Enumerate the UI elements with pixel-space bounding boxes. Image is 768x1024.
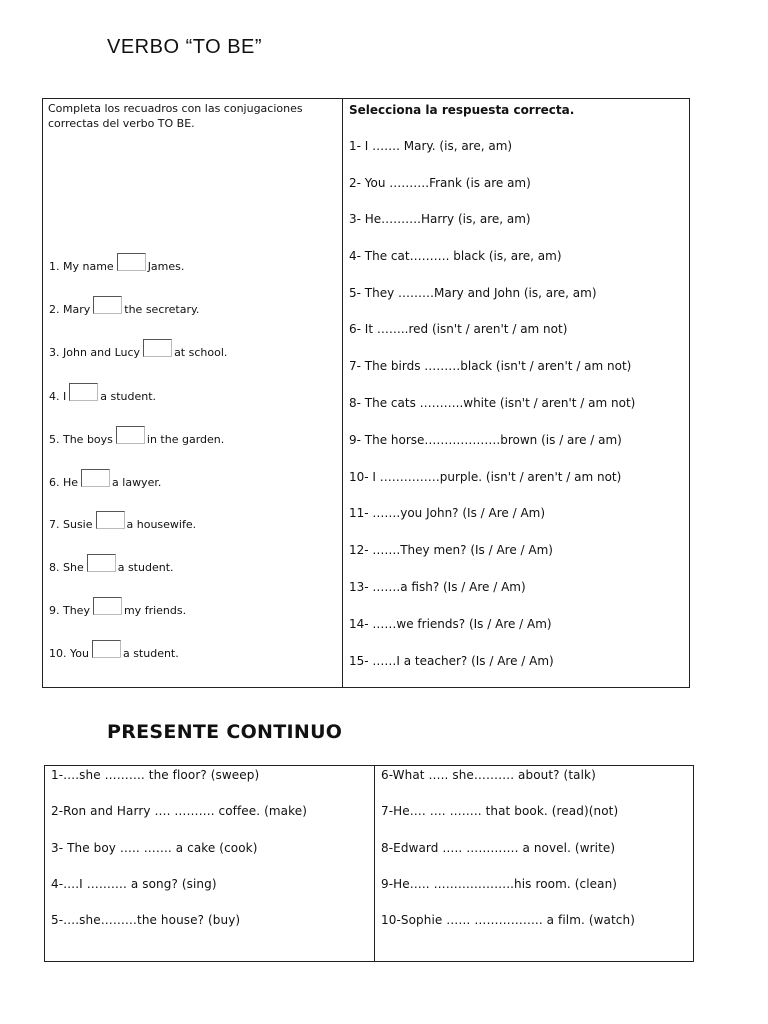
question-9: 9- The horse……………….brown (is / are / am) [349,433,622,447]
answer-box-10[interactable] [92,640,121,658]
question-7: 7- The birds ………black (isn't / aren't / am not) [349,359,632,373]
question-6: 6- It ……..red (isn't / aren't / am not) [349,322,568,336]
fill-item-10: 10. You a student. [49,643,179,661]
answer-box-2[interactable] [93,296,122,314]
multiple-choice-heading: Selecciona la respuesta correcta. [349,103,575,117]
question-3: 3- He……….Harry (is, are, am) [349,212,531,226]
fill-item-9: 9. They my friends. [49,600,186,618]
answer-box-6[interactable] [81,469,110,487]
continuo-left-column [45,766,375,961]
fill-item-3: 3. John and Lucy at school. [49,342,227,360]
continuo-item-2: 2-Ron and Harry …. ………. coffee. (make) [51,804,308,818]
continuo-item-10: 10-Sophie …… …………….. a film. (watch) [381,913,635,927]
question-1: 1- I ……. Mary. (is, are, am) [349,139,513,153]
to-be-exercise-table [42,98,690,688]
instruction-text: Completa los recuadros con las conjugaciones correctas del verbo TO BE. [48,102,303,130]
fill-item-6: 6. He a lawyer. [49,472,161,490]
answer-box-1[interactable] [117,253,146,271]
fill-item-8: 8. She a student. [49,557,174,575]
question-5: 5- They ………Mary and John (is, are, am) [349,286,597,300]
continuo-item-7: 7-He…. …. …….. that book. (read)(not) [381,804,619,818]
continuo-item-4: 4-….I ………. a song? (sing) [51,877,217,891]
question-13: 13- …….a fish? (Is / Are / Am) [349,580,526,594]
fill-item-4: 4. I a student. [49,386,156,404]
continuo-item-1: 1-….she ………. the floor? (sweep) [51,768,260,782]
continuo-item-9: 9-He….. ………………..his room. (clean) [381,877,618,891]
answer-box-5[interactable] [116,426,145,444]
question-2: 2- You ……….Frank (is are am) [349,176,531,190]
answer-box-9[interactable] [93,597,122,615]
multiple-choice-column [343,99,689,687]
section-title-presente-continuo: PRESENTE CONTINUO [107,721,343,743]
continuo-item-6: 6-What ….. she………. about? (talk) [381,768,596,782]
presente-continuo-table [44,765,694,962]
fill-item-5: 5. The boys in the garden. [49,429,224,447]
question-15: 15- ……I a teacher? (Is / Are / Am) [349,654,554,668]
fill-item-7: 7. Susie a housewife. [49,514,196,532]
continuo-item-8: 8-Edward ….. …………. a novel. (write) [381,841,616,855]
question-4: 4- The cat………. black (is, are, am) [349,249,562,263]
continuo-item-3: 3- The boy ….. ……. a cake (cook) [51,841,258,855]
page-title-to-be: VERBO “TO BE” [107,36,263,58]
question-12: 12- …….They men? (Is / Are / Am) [349,543,553,557]
answer-box-8[interactable] [87,554,116,572]
question-10: 10- I ……………purple. (isn't / aren't / am not) [349,470,622,484]
fill-in-boxes-column [43,99,343,687]
continuo-right-column [375,766,693,961]
fill-item-1: 1. My name James. [49,256,184,274]
answer-box-4[interactable] [69,383,98,401]
answer-box-3[interactable] [143,339,172,357]
fill-item-2: 2. Mary the secretary. [49,299,199,317]
question-8: 8- The cats ………..white (isn't / aren't / am not) [349,396,636,410]
answer-box-7[interactable] [96,511,125,529]
continuo-item-5: 5-….she………the house? (buy) [51,913,241,927]
question-11: 11- …….you John? (Is / Are / Am) [349,506,546,520]
question-14: 14- ……we friends? (Is / Are / Am) [349,617,552,631]
